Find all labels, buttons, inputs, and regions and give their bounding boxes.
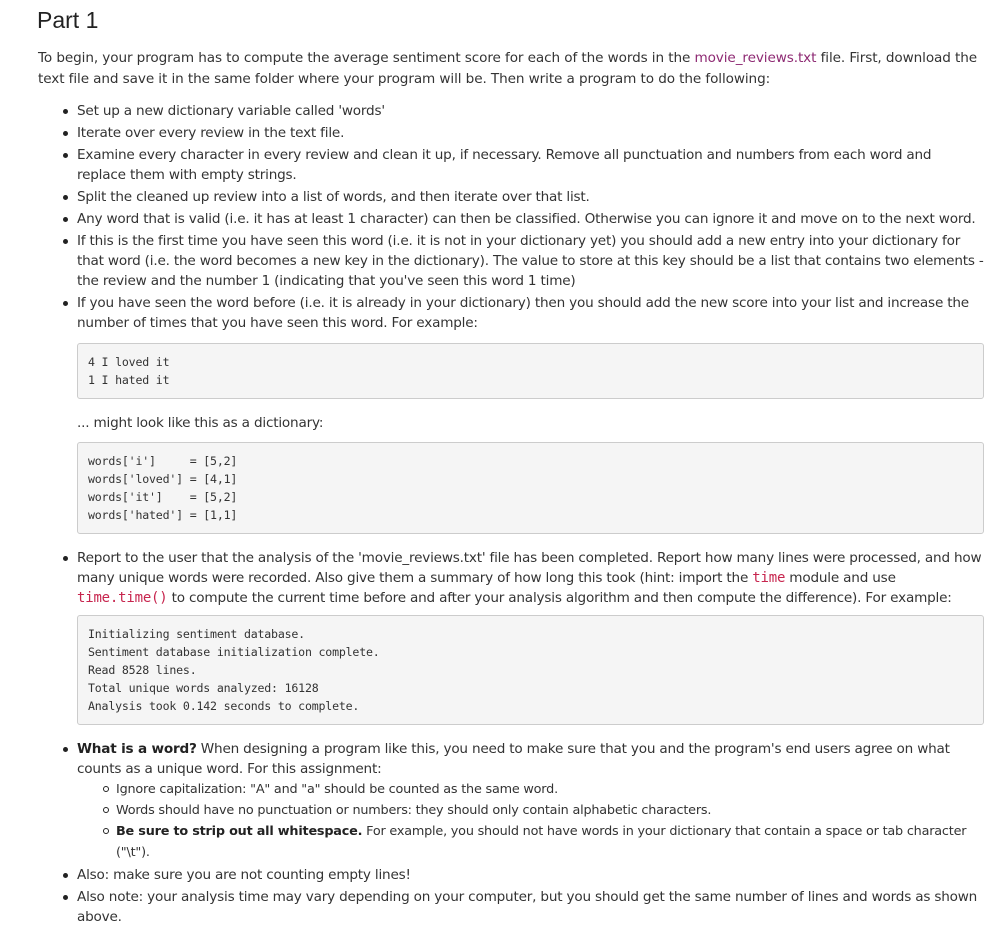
word-definition-text: When designing a program like this, you need to make sure that you and the program's end users agree on what counts as a unique word. For this assignment: [77,741,950,777]
word-definition-heading: What is a word? [77,741,197,757]
code-block-dictionary: words['i'] = [5,2] words['loved'] = [4,1] words['it'] = [5,2] words['hated'] = [1,1] [77,442,984,534]
list-item: If this is the first time you have seen this word (i.e. it is not in your dictionary yet) you should add a new entry into your dictionary for that word (i.e. the word becomes a new key in the dictionary). The value to store at this key should be a list that contains two elements - the review and the number 1 (indicating that you've seen this word 1 time) [77,233,984,289]
sub-list-item: Ignore capitalization: "A" and "a" should be counted as the same word. [116,779,984,800]
sub-list-item-whitespace [116,821,984,863]
instructions-list [38,101,984,927]
report-text-c: to compute the current time before and after your analysis algorithm and then compute the difference). For example: [167,590,952,606]
sub-list-item: Words should have no punctuation or numbers: they should only contain alphabetic characters. [116,800,984,821]
code-block-output: Initializing sentiment database. Sentiment database initialization complete. Read 8528 lines. Total unique words analyzed: 16128 Analysis took 0.142 seconds to complete. [77,615,984,725]
whitespace-rule-bold: Be sure to strip out all whitespace. [116,824,363,839]
inline-code-time-call: time.time() [77,590,168,606]
intro-paragraph [38,48,984,90]
list-item-dictionary-example [77,293,984,534]
list-item: Also note: your analysis time may vary depending on your computer, but you should get the same number of lines and words as shown above. [77,887,984,927]
whitespace-rule-text: For example, you should not have words in your dictionary that contain a space or tab character ("\t"). [116,824,967,860]
word-rules-list [77,779,984,863]
report-text-a: Report to the user that the analysis of the 'movie_reviews.txt' file has been completed. Report how many lines were processed, and how many unique words were recorded. Also give them a summary of how long this took (hint: import the [77,550,982,586]
report-text-b: module and use [785,570,896,586]
inline-code-time: time [752,570,786,586]
list-item-report [77,548,984,725]
list-item: Split the cleaned up review into a list of words, and then iterate over that list. [77,187,984,207]
list-item: Examine every character in every review and clean it up, if necessary. Remove all punctuation and numbers from each word and replace them with empty strings. [77,145,984,185]
list-item: Also: make sure you are not counting empty lines! [77,865,984,885]
movie-reviews-link[interactable]: movie_reviews.txt [694,50,817,66]
list-item: Any word that is valid (i.e. it has at least 1 character) can then be classified. Otherwise you can ignore it and move on to the next word. [77,209,984,229]
page-title: Part 1 [37,7,99,33]
list-item: Iterate over every review in the text file. [77,123,984,143]
dictionary-caption: ... might look like this as a dictionary: [77,415,324,431]
list-item: Set up a new dictionary variable called 'words' [77,101,984,121]
list-item-word-definition [77,739,984,863]
list-item-text: If you have seen the word before (i.e. it is already in your dictionary) then you should add the new score into your list and increase the number of times that you have seen this word. For example: [77,295,969,331]
code-block-reviews: 4 I loved it 1 I hated it [77,343,984,399]
intro-text-start: To begin, your program has to compute the average sentiment score for each of the words in the [38,50,695,66]
intro-text-end: file. First, download the text file and save it in the same folder where your program will be. Then write a program to do the following: [38,50,978,87]
